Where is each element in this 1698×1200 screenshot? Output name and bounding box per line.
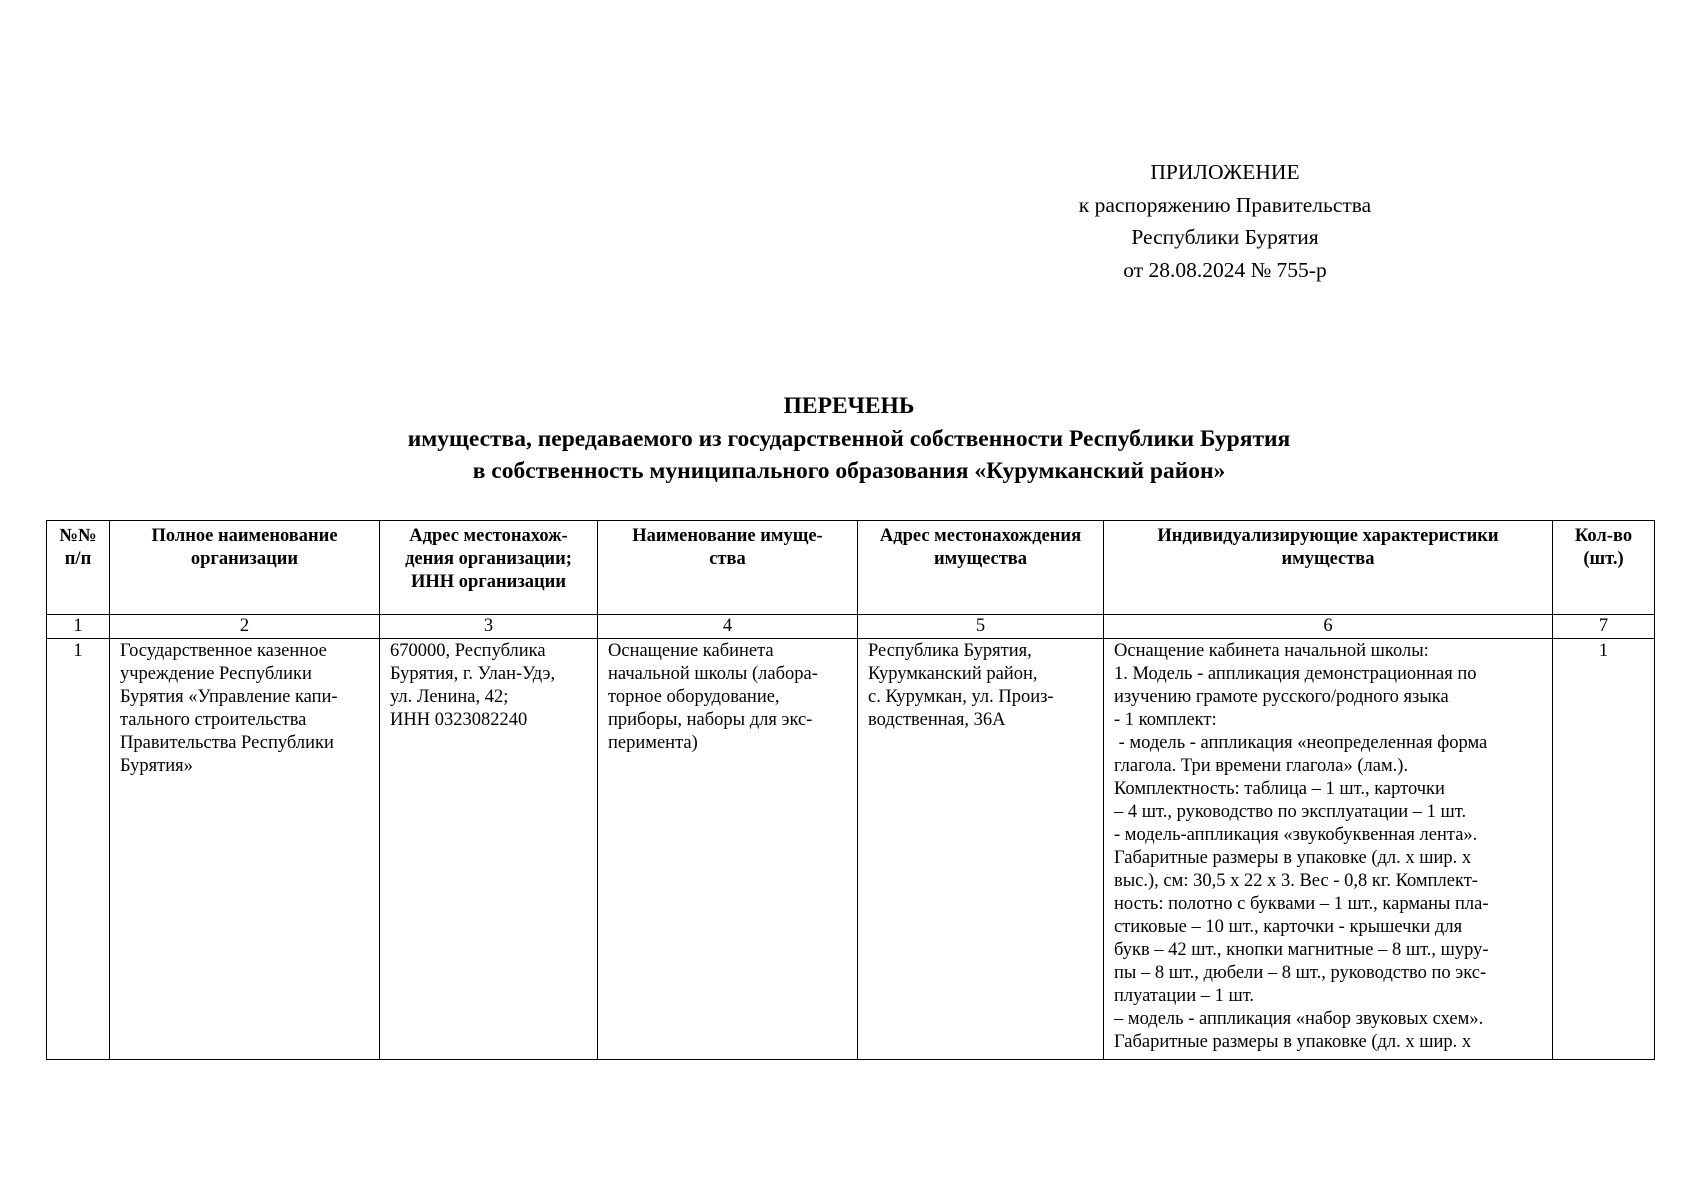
organization-cell: [110, 639, 380, 1060]
cell-line: Комплектность: таблица – 1 шт., карточки: [1114, 779, 1445, 799]
header-cell-number: [47, 521, 110, 615]
cell-line: пы – 8 шт., дюбели – 8 шт., руководство по экс-: [1114, 963, 1487, 983]
cell-line: стиковые – 10 шт., карточки - крышечки для: [1114, 917, 1463, 937]
cell-line: изучению грамоте русского/родного языка: [1114, 687, 1449, 707]
cell-line: Республика Бурятия,: [868, 641, 1032, 661]
header-cell-org-address: [380, 521, 598, 615]
cell-line: – модель - аппликация «набор звуковых схем».: [1114, 1009, 1484, 1029]
header-line: Кол-во: [1574, 526, 1633, 546]
property-table: [46, 520, 1655, 1060]
cell-line: Габаритные размеры в упаковке (дл. х шир. х: [1114, 1032, 1472, 1052]
cell-line: перимента): [608, 733, 698, 753]
header-cell-quantity: [1553, 521, 1655, 615]
header-line: дения организации;: [405, 549, 572, 569]
cell-line: Бурятия, г. Улан-Удэ,: [390, 664, 556, 684]
cell-line: начальной школы (лабора-: [608, 664, 818, 684]
appendix-line: к распоряжению Правительства: [1078, 192, 1372, 217]
header-line: Наименование имуще-: [632, 526, 823, 546]
cell-line: торное оборудование,: [608, 687, 780, 707]
header-line: имущества: [933, 549, 1028, 569]
cell-line: 1. Модель - аппликация демонстрационная по: [1114, 664, 1477, 684]
characteristics-cell: [1104, 639, 1553, 1060]
cell-line: - модель - аппликация «неопределенная форма: [1114, 733, 1488, 753]
cell-line: - 1 комплект:: [1114, 710, 1217, 730]
property-address-cell: [858, 639, 1104, 1060]
header-cell-characteristics: [1104, 521, 1553, 615]
cell-line: Бурятия «Управление капи-: [120, 687, 338, 707]
header-line: Адрес местонахождения: [879, 526, 1082, 546]
header-line: (шт.): [1583, 549, 1624, 569]
cell-line: учреждение Республики: [120, 664, 312, 684]
column-number: 6: [1104, 615, 1553, 639]
appendix-heading: [1020, 156, 1430, 286]
cell-line: с. Курумкан, ул. Произ-: [868, 687, 1054, 707]
cell-line: Государственное казенное: [120, 641, 327, 661]
appendix-line: Республики Бурятия: [1131, 225, 1319, 249]
quantity-cell: 1: [1553, 639, 1655, 1060]
header-line: Полное наименование: [151, 526, 338, 546]
cell-line: тального строительства: [120, 710, 307, 730]
cell-line: приборы, наборы для экс-: [608, 710, 813, 730]
org-address-cell: [380, 639, 598, 1060]
column-number-row: [47, 615, 1655, 639]
column-number: 3: [380, 615, 598, 639]
header-line: ства: [709, 549, 746, 569]
cell-line: Курумканский район,: [868, 664, 1038, 684]
title-line: имущества, передаваемого из государственной собственности Республики Бурятия: [407, 425, 1291, 452]
cell-line: глагола. Три времени глагола» (лам.).: [1114, 756, 1409, 776]
cell-line: Правительства Республики: [120, 733, 334, 753]
cell-line: Габаритные размеры в упаковке (дл. х шир. х: [1114, 848, 1472, 868]
cell-line: ул. Ленина, 42;: [390, 687, 509, 707]
cell-line: букв – 42 шт., кнопки магнитные – 8 шт., шуру-: [1114, 940, 1489, 960]
cell-line: Оснащение кабинета: [608, 641, 774, 661]
header-cell-property-name: [598, 521, 858, 615]
cell-line: ность: полотно с буквами – 1 шт., карманы пла-: [1114, 894, 1489, 914]
table-row: [47, 639, 1655, 1060]
appendix-line: от 28.08.2024 № 755-р: [1123, 257, 1327, 282]
header-line: организации: [190, 549, 299, 569]
header-line: Адрес местонахож-: [409, 526, 568, 546]
cell-line: ИНН 0323082240: [390, 710, 528, 730]
cell-line: 670000, Республика: [390, 641, 546, 661]
header-line: ИНН организации: [411, 572, 566, 592]
cell-line: Бурятия»: [120, 756, 193, 776]
column-number: 1: [47, 615, 110, 639]
column-number: 5: [858, 615, 1104, 639]
title-line: ПЕРЕЧЕНЬ: [783, 393, 915, 419]
table-header-row: [47, 521, 1655, 615]
cell-line: – 4 шт., руководство по эксплуатации – 1 шт.: [1114, 802, 1467, 822]
cell-line: Оснащение кабинета начальной школы:: [1114, 641, 1429, 661]
row-number: 1: [47, 639, 110, 1060]
appendix-line: ПРИЛОЖЕНИЕ: [1150, 160, 1300, 184]
header-cell-property-address: [858, 521, 1104, 615]
property-name-cell: [598, 639, 858, 1060]
column-number: 4: [598, 615, 858, 639]
cell-line: - модель-аппликация «звукобуквенная лента».: [1114, 825, 1478, 845]
header-cell-organization: [110, 521, 380, 615]
header-line: Индивидуализирующие характеристики: [1157, 526, 1499, 546]
title-line: в собственность муниципального образования «Курумканский район»: [472, 458, 1226, 484]
cell-line: выс.), см: 30,5 х 22 х 3. Вес - 0,8 кг. Комплект-: [1114, 871, 1478, 891]
cell-line: плуатации – 1 шт.: [1114, 986, 1255, 1006]
cell-line: водственная, 36А: [868, 710, 1006, 730]
header-line: имущества: [1281, 549, 1375, 569]
header-line: п/п: [64, 549, 92, 569]
column-number: 2: [110, 615, 380, 639]
header-line: №№: [59, 526, 97, 546]
document-title: [0, 390, 1698, 488]
column-number: 7: [1553, 615, 1655, 639]
